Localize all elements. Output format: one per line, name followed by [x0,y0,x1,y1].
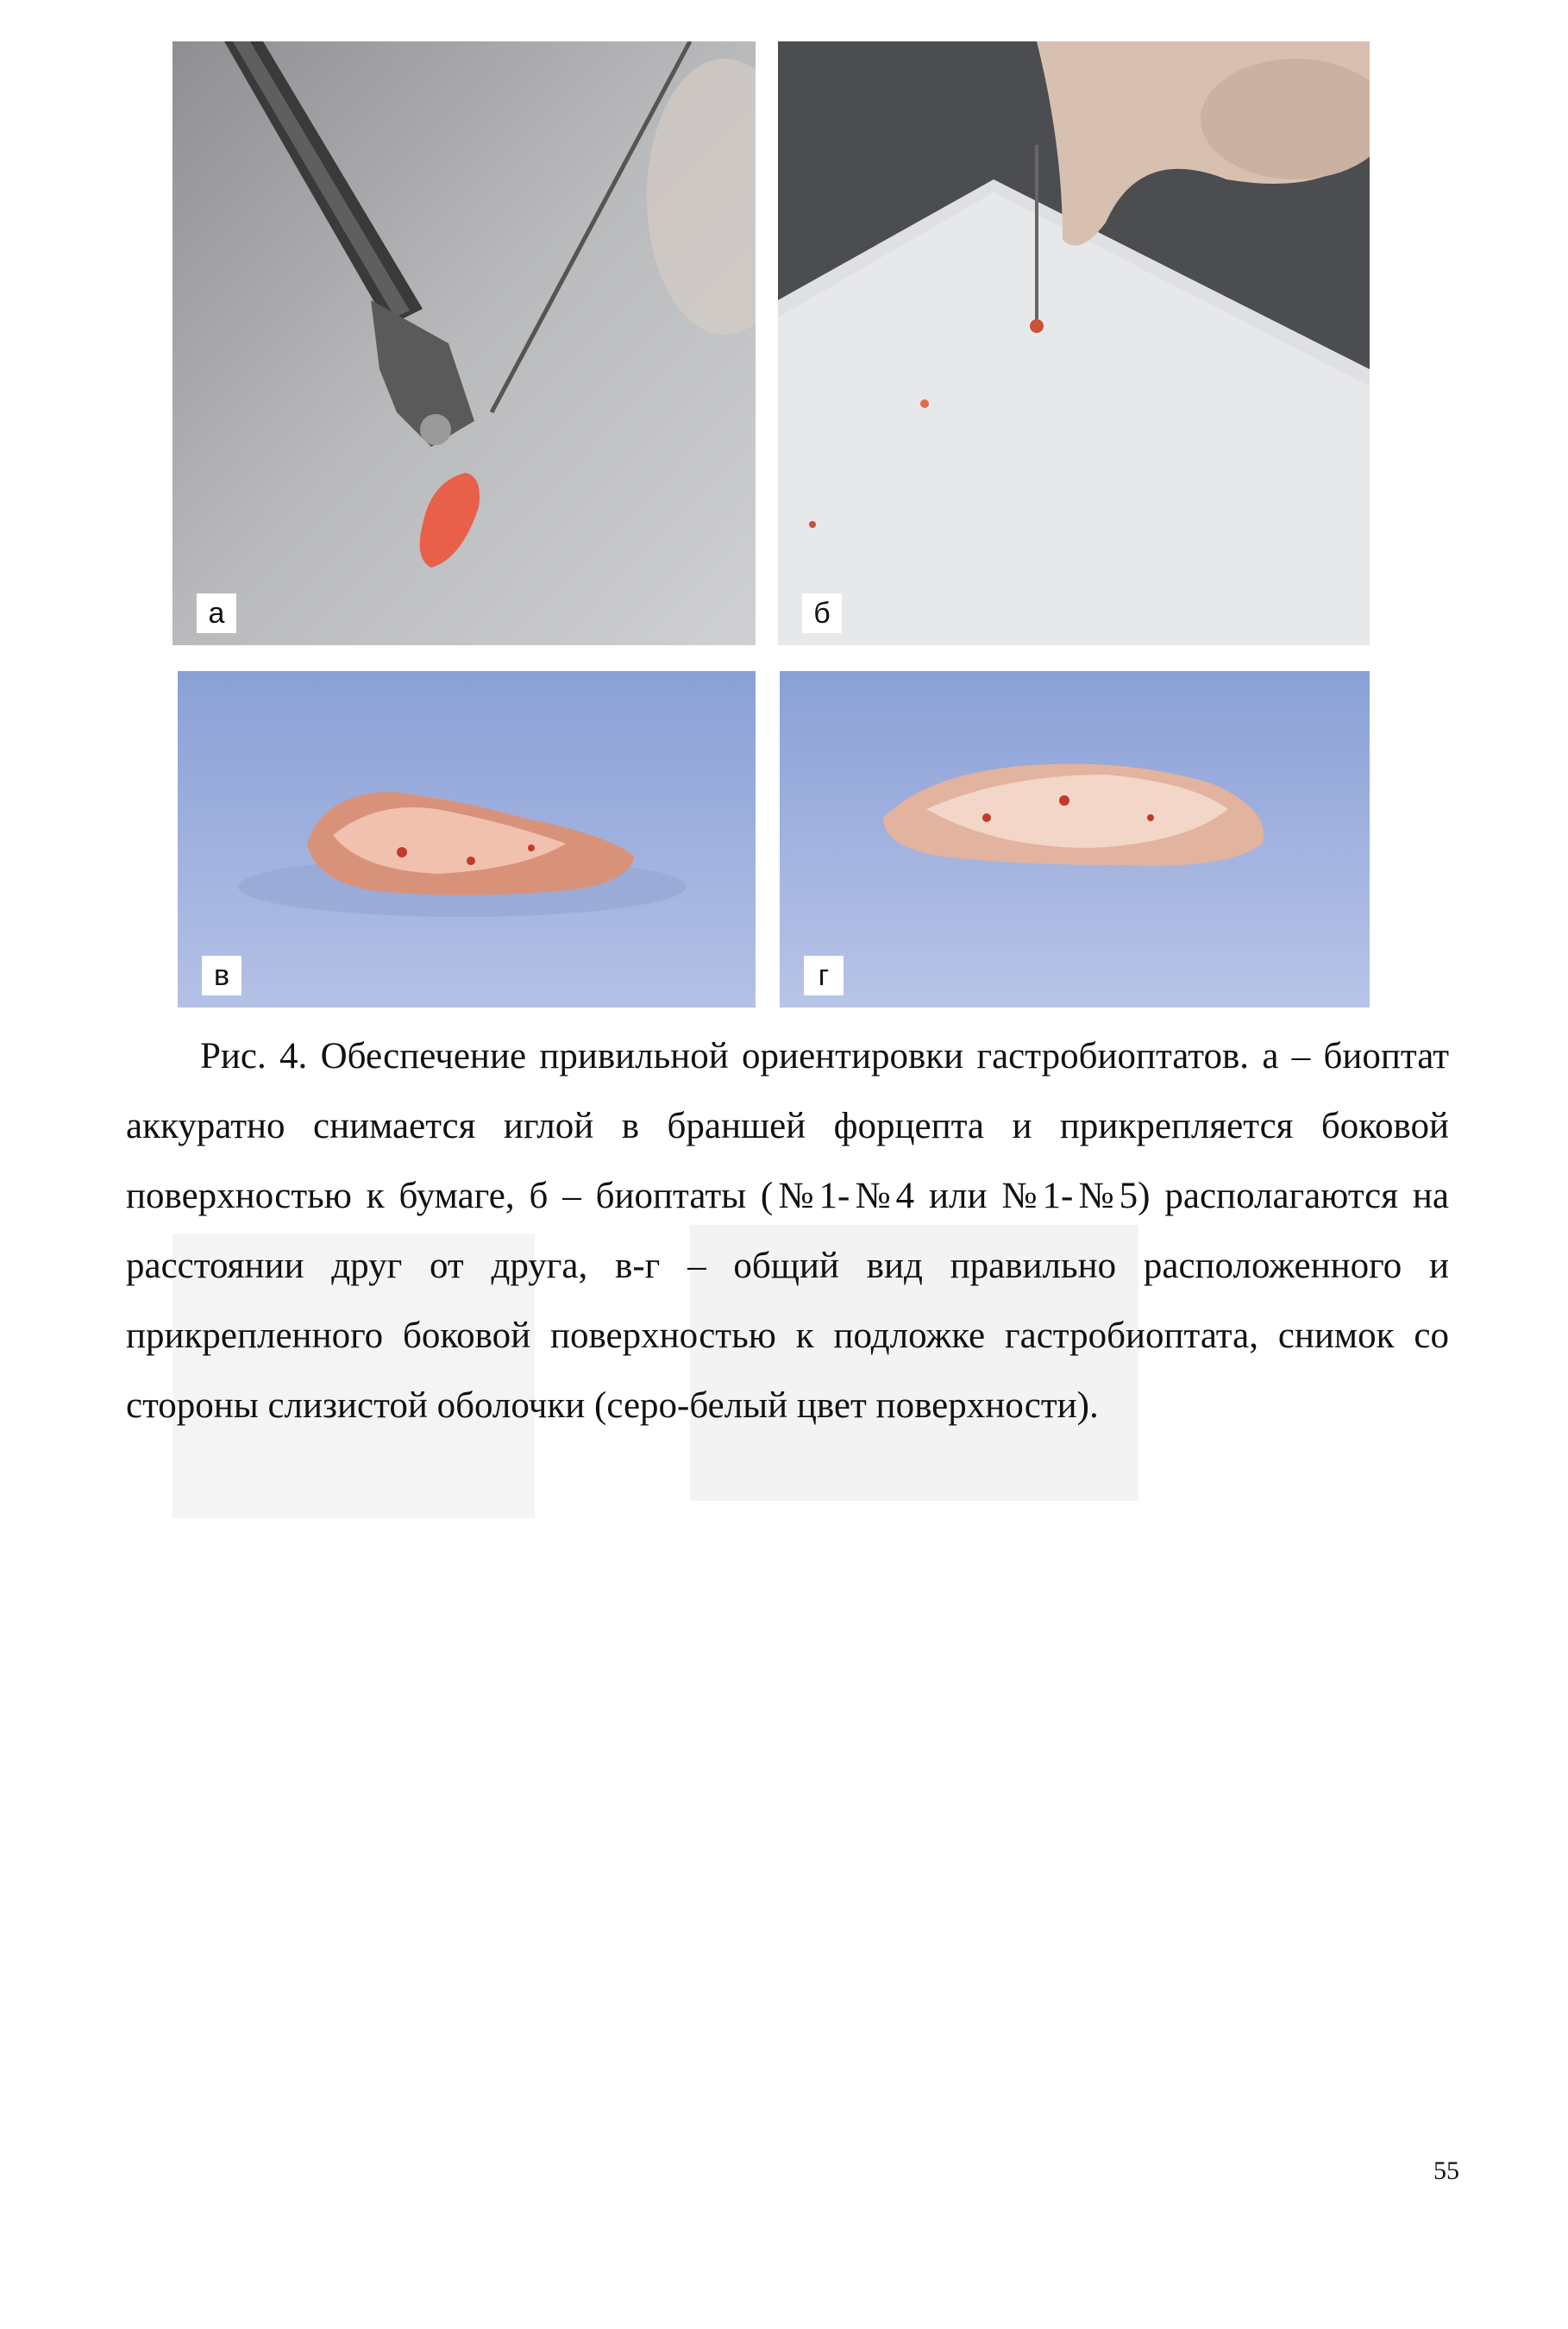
photo-panel-g [780,671,1370,1008]
figure-4 [172,41,1370,1008]
panel-label-v: в [202,956,241,995]
caption-text: Рис. 4. Обеспечение привильной ориентировки гастробиоптатов. а – биоптат аккуратно снимается иглой в браншей форцепта и прикрепляется боковой поверхностью к бумаге, б – биоптаты (№1-№4 или №1-№5) располагаются на расстоянии друг от друга, в-г – общий вид правильно расположенного и прикрепленного боковой поверхностью к подложке гастробиоптата, снимок со стороны слизистой оболочки (серо-белый цвет поверхности). [126,1036,1449,1426]
panel-label-a: а [197,593,236,633]
page-number: 55 [1433,2156,1459,2185]
panel-label-b: б [802,593,842,633]
biopsy-specimen-photo [178,671,756,1008]
photo-panel-v [178,671,756,1008]
forceps-photo [172,41,756,645]
needle-paper-photo [778,41,1370,645]
panel-label-g: г [804,956,844,995]
photo-panel-b [778,41,1370,645]
biopsy-specimen-photo [780,671,1370,1008]
photo-panel-a [172,41,756,645]
figure-caption [126,1021,1449,1441]
